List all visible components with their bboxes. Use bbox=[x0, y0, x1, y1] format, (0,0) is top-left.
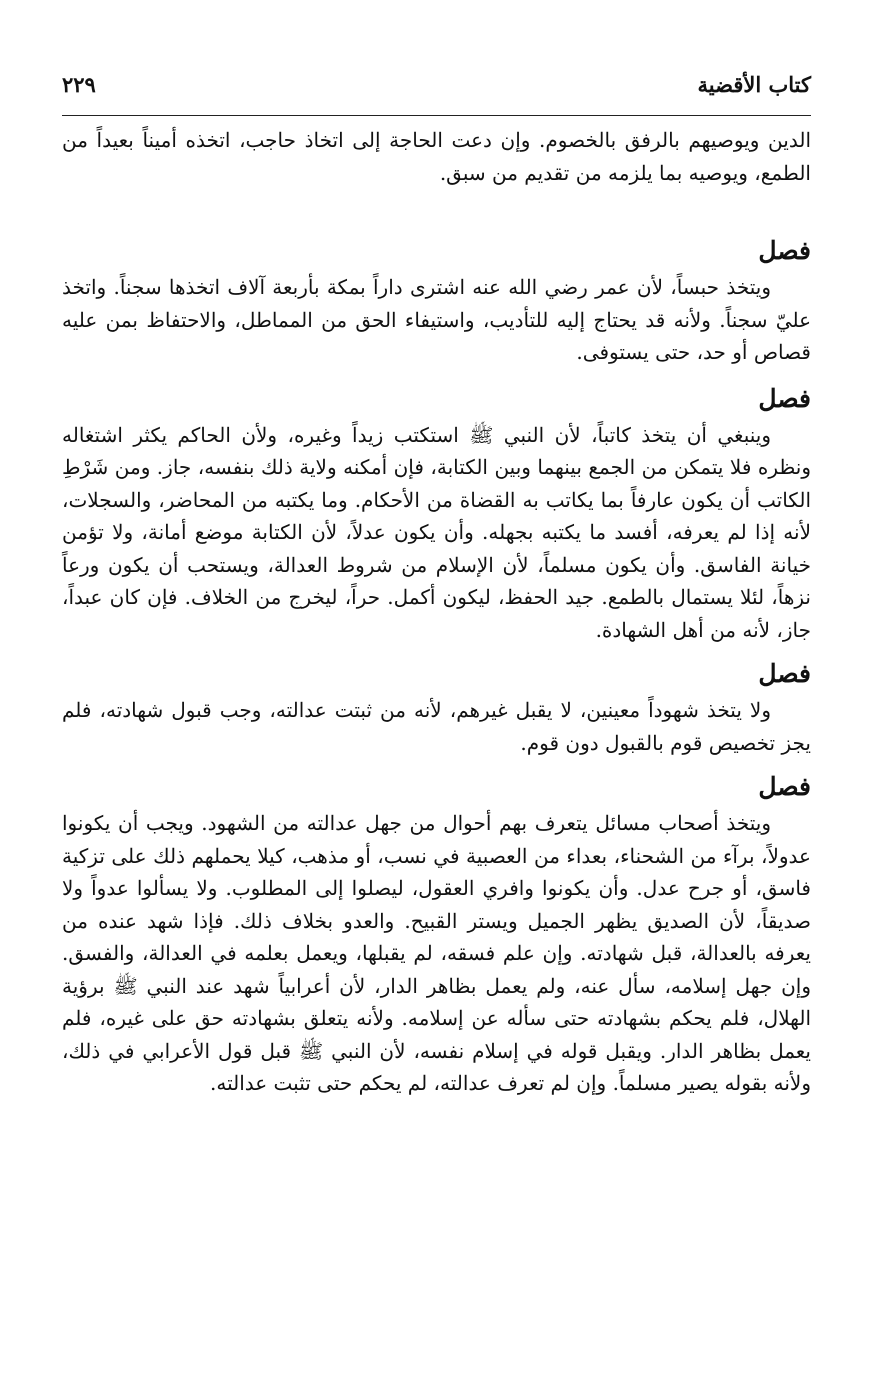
page-number: ٢٢٩ bbox=[62, 72, 96, 97]
spacer bbox=[62, 369, 811, 379]
spacer bbox=[62, 759, 811, 767]
section-heading: فصل bbox=[758, 383, 811, 413]
header-rule bbox=[62, 115, 811, 116]
section-heading: فصل bbox=[758, 772, 811, 801]
section-paragraph: ويتخذ أصحاب مسائل يتعرف بهم أحوال من جهل عدالته من الشهود. ويجب أن يكونوا عدولاً، برآء من الشحناء، بعداء من العصبية في نسب، أو مذهب، كيلا يحملهم ذلك على تزكية فاسق، أو جرح عدل. وأن يكونوا وافري العقول، ليصلوا إلى المطلوب. ولا يسألوا عدواً ولا صديقاً، لأن الصديق يظهر الجميل ويستر القبيح. والعدو بخلاف ذلك. فإذا شهد عنده من يعرفه بالعدالة، قبل شهادته. وإن علم فسقه، لم يقبلها، ويعمل بعلمه في العدالة، والفسق. وإن جهل إسلامه، سأل عنه، ولم يعمل بظاهر الدار، لأن أعرابياً شهد عند النبي ﷺ برؤية الهلال، فلم يحكم بشهادته حتى سأله عن إسلامه. ولأنه يتعلق بشهادته حق على غيره، فلم يعمل بظاهر الدار. ويقبل قوله في إسلام نفسه، لأن النبي ﷺ قبل قول الأعرابي في ذلك، ولأنه بقوله يصير مسلماً. وإن لم تعرف عدالته، لم يحكم حتى تثبت عدالته. bbox=[62, 811, 811, 1095]
page-body bbox=[62, 124, 811, 1100]
section-paragraph: ولا يتخذ شهوداً معينين، لا يقبل غيرهم، لأنه من ثبتت عدالته، وجب قبول شهادته، فلم يجز تخصيص قوم بالقبول دون قوم. bbox=[62, 698, 811, 755]
section-paragraph: وينبغي أن يتخذ كاتباً، لأن النبي ﷺ استكتب زيداً وغيره، ولأن الحاكم يكثر اشتغاله ونظره فلا يتمكن من الجمع بينهما وبين الكتابة، فإن أمكنه ولاية ذلك بنفسه، جاز. ومن شَرْطِ الكاتب أن يكون عارفاً بما يكاتب به القضاة من الأحكام. وما يكتبه من المحاضر، والسجلات، لأنه إذا لم يعرفه، أفسد ما يكتبه بجهله. وأن يكون عدلاً، لأن الكتابة موضع أمانة، ولا تؤمن خيانة الفاسق. وأن يكون مسلماً، لأن الإسلام من شروط العدالة، ويستحب أن يكون ورعاً نزهاً، لئلا يستمال بالطمع. جيد الحفظ، ليكون أكمل. حراً، ليخرج من الخلاف. فإن كان عبداً، جاز، لأنه من أهل الشهادة. bbox=[62, 422, 812, 642]
section-paragraph: ويتخذ حبساً، لأن عمر رضي الله عنه اشترى داراً بمكة بأربعة آلاف اتخذها سجناً. واتخذ عليّ سجناً. ولأنه قد يحتاج إليه للتأديب، واستيفاء الحق من المماطل، والاحتفاظ بمن عليه قصاص أو حد، حتى يستوفى. bbox=[62, 275, 811, 364]
section-heading: فصل bbox=[758, 659, 811, 688]
spacer bbox=[62, 646, 811, 654]
running-header bbox=[62, 68, 811, 102]
book-title: كتاب الأقضية bbox=[697, 72, 811, 97]
section-heading: فصل bbox=[758, 236, 811, 265]
intro-paragraph: الدين ويوصيهم بالرفق بالخصوم. وإن دعت الحاجة إلى اتخاذ حاجب، اتخذه أميناً بعيداً من الطمع، ويوصيه بما يلزمه من تقديم من سبق. bbox=[62, 128, 811, 185]
spacer bbox=[62, 189, 811, 231]
